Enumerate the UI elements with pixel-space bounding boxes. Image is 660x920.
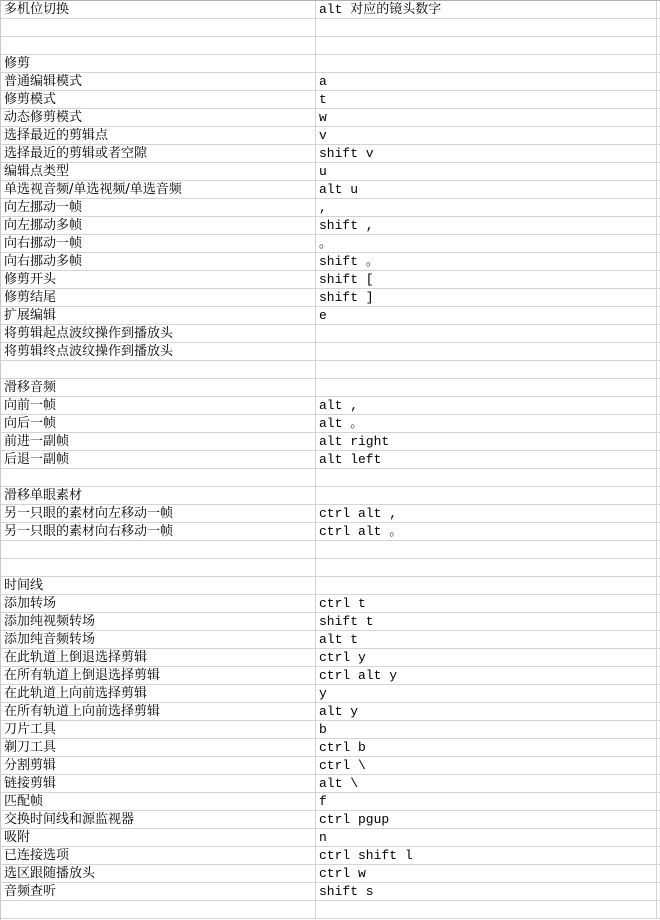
shortcut-cell[interactable]: , (316, 199, 657, 216)
shortcut-cell[interactable] (316, 559, 657, 576)
table-row (1, 559, 660, 577)
shortcut-cell[interactable]: alt u (316, 181, 657, 198)
action-cell[interactable]: 交换时间线和源监视器 (1, 811, 316, 828)
action-cell[interactable]: 修剪模式 (1, 91, 316, 108)
table-row (1, 19, 660, 37)
action-cell[interactable] (1, 361, 316, 378)
table-row (1, 415, 660, 433)
action-cell[interactable] (1, 559, 316, 576)
action-cell[interactable]: 分割剪辑 (1, 757, 316, 774)
shortcut-cell[interactable]: shift t (316, 613, 657, 630)
action-cell[interactable]: 选区跟随播放头 (1, 865, 316, 882)
shortcut-cell[interactable]: ctrl t (316, 595, 657, 612)
table-row (1, 469, 660, 487)
table-row (1, 325, 660, 343)
action-cell[interactable]: 已连接选项 (1, 847, 316, 864)
action-cell[interactable] (1, 541, 316, 558)
table-row (1, 865, 660, 883)
action-cell[interactable]: 编辑点类型 (1, 163, 316, 180)
shortcut-cell[interactable]: ctrl alt 。 (316, 523, 657, 540)
action-cell[interactable]: 滑移单眼素材 (1, 487, 316, 504)
action-cell[interactable]: 普通编辑模式 (1, 73, 316, 90)
table-row (1, 433, 660, 451)
action-cell[interactable]: 时间线 (1, 577, 316, 594)
table-row (1, 793, 660, 811)
shortcut-cell[interactable]: alt 。 (316, 415, 657, 432)
shortcut-cell[interactable] (316, 487, 657, 504)
table-row (1, 37, 660, 55)
action-cell[interactable]: 另一只眼的素材向右移动一帧 (1, 523, 316, 540)
action-cell[interactable]: 刀片工具 (1, 721, 316, 738)
table-row (1, 541, 660, 559)
table-row (1, 379, 660, 397)
shortcut-cell[interactable] (316, 901, 657, 918)
table-row (1, 163, 660, 181)
shortcut-cell[interactable]: 。 (316, 235, 657, 252)
table-row (1, 775, 660, 793)
shortcut-cell[interactable]: ctrl alt , (316, 505, 657, 522)
table-row (1, 757, 660, 775)
action-cell[interactable]: 单选视音频/单选视频/单选音频 (1, 181, 316, 198)
table-row (1, 451, 660, 469)
shortcut-cell[interactable]: alt right (316, 433, 657, 450)
shortcut-cell[interactable]: alt , (316, 397, 657, 414)
shortcut-cell[interactable]: shift v (316, 145, 657, 162)
shortcut-cell[interactable] (316, 19, 657, 36)
action-cell[interactable]: 在此轨道上倒退选择剪辑 (1, 649, 316, 666)
shortcut-cell[interactable] (316, 469, 657, 486)
table-row (1, 397, 660, 415)
shortcut-cell[interactable]: n (316, 829, 657, 846)
table-row (1, 505, 660, 523)
table-row (1, 649, 660, 667)
table-row (1, 703, 660, 721)
table-row (1, 55, 660, 73)
shortcut-cell[interactable] (316, 361, 657, 378)
shortcut-cell[interactable]: alt \ (316, 775, 657, 792)
shortcut-cell[interactable]: w (316, 109, 657, 126)
table-row (1, 847, 660, 865)
shortcut-cell[interactable]: ctrl alt y (316, 667, 657, 684)
shortcut-cell[interactable]: ctrl y (316, 649, 657, 666)
action-cell[interactable]: 修剪 (1, 55, 316, 72)
table-row (1, 739, 660, 757)
shortcut-cell[interactable] (316, 379, 657, 396)
shortcut-cell[interactable]: ctrl \ (316, 757, 657, 774)
action-cell[interactable]: 将剪辑终点波纹操作到播放头 (1, 343, 316, 360)
shortcut-cell[interactable]: ctrl shift l (316, 847, 657, 864)
table-row (1, 361, 660, 379)
action-cell[interactable]: 向右挪动多帧 (1, 253, 316, 270)
table-row (1, 883, 660, 901)
action-cell[interactable]: 向前一帧 (1, 397, 316, 414)
table-row (1, 1, 660, 19)
action-cell[interactable] (1, 37, 316, 54)
table-row (1, 343, 660, 361)
table-row (1, 631, 660, 649)
shortcut-cell[interactable]: v (316, 127, 657, 144)
table-row (1, 271, 660, 289)
action-cell[interactable] (1, 19, 316, 36)
action-cell[interactable]: 修剪开头 (1, 271, 316, 288)
action-cell[interactable]: 扩展编辑 (1, 307, 316, 324)
action-cell[interactable]: 添加纯视频转场 (1, 613, 316, 630)
action-cell[interactable]: 选择最近的剪辑点 (1, 127, 316, 144)
table-row (1, 487, 660, 505)
action-cell[interactable]: 在此轨道上向前选择剪辑 (1, 685, 316, 702)
shortcut-cell[interactable]: ctrl b (316, 739, 657, 756)
table-row (1, 667, 660, 685)
action-cell[interactable]: 选择最近的剪辑或者空隙 (1, 145, 316, 162)
shortcut-cell[interactable]: f (316, 793, 657, 810)
table-row (1, 613, 660, 631)
action-cell[interactable]: 向后一帧 (1, 415, 316, 432)
action-cell[interactable]: 向右挪动一帧 (1, 235, 316, 252)
action-cell[interactable]: 添加转场 (1, 595, 316, 612)
shortcut-cell[interactable]: shift [ (316, 271, 657, 288)
shortcut-cell[interactable]: a (316, 73, 657, 90)
shortcut-cell[interactable]: ctrl pgup (316, 811, 657, 828)
shortcut-cell[interactable] (316, 541, 657, 558)
table-row (1, 73, 660, 91)
table-row (1, 307, 660, 325)
shortcut-cell[interactable]: alt left (316, 451, 657, 468)
shortcut-cell[interactable]: y (316, 685, 657, 702)
action-cell[interactable]: 动态修剪模式 (1, 109, 316, 126)
table-row (1, 829, 660, 847)
table-row (1, 577, 660, 595)
action-cell[interactable]: 另一只眼的素材向左移动一帧 (1, 505, 316, 522)
action-cell[interactable]: 在所有轨道上向前选择剪辑 (1, 703, 316, 720)
shortcut-cell[interactable]: shift , (316, 217, 657, 234)
action-cell[interactable]: 向左挪动多帧 (1, 217, 316, 234)
shortcut-cell[interactable]: alt t (316, 631, 657, 648)
table-row (1, 523, 660, 541)
action-cell[interactable]: 音频查听 (1, 883, 316, 900)
shortcut-cell[interactable] (316, 343, 657, 360)
shortcut-cell[interactable] (316, 325, 657, 342)
shortcut-cell[interactable]: shift ] (316, 289, 657, 306)
table-row (1, 181, 660, 199)
action-cell[interactable]: 吸附 (1, 829, 316, 846)
action-cell[interactable] (1, 469, 316, 486)
table-row (1, 217, 660, 235)
shortcut-cell[interactable]: t (316, 91, 657, 108)
shortcut-cell[interactable]: shift 。 (316, 253, 657, 270)
action-cell[interactable]: 添加纯音频转场 (1, 631, 316, 648)
action-cell[interactable]: 前进一副帧 (1, 433, 316, 450)
table-row (1, 811, 660, 829)
table-row (1, 595, 660, 613)
shortcut-cell[interactable]: u (316, 163, 657, 180)
shortcut-cell[interactable]: shift s (316, 883, 657, 900)
action-cell[interactable]: 向左挪动一帧 (1, 199, 316, 216)
action-cell[interactable]: 匹配帧 (1, 793, 316, 810)
action-cell[interactable]: 剃刀工具 (1, 739, 316, 756)
table-row (1, 127, 660, 145)
shortcut-cell[interactable] (316, 55, 657, 72)
shortcut-cell[interactable]: alt 对应的镜头数字 (316, 1, 657, 18)
action-cell[interactable]: 将剪辑起点波纹操作到播放头 (1, 325, 316, 342)
action-cell[interactable]: 多机位切换 (1, 1, 316, 18)
table-row (1, 109, 660, 127)
table-row (1, 253, 660, 271)
shortcut-cell[interactable] (316, 577, 657, 594)
table-row (1, 199, 660, 217)
table-row (1, 145, 660, 163)
shortcut-cell[interactable]: ctrl w (316, 865, 657, 882)
action-cell[interactable]: 修剪结尾 (1, 289, 316, 306)
shortcut-cell[interactable]: b (316, 721, 657, 738)
shortcut-cell[interactable]: e (316, 307, 657, 324)
table-row (1, 289, 660, 307)
table-row (1, 721, 660, 739)
shortcut-cell[interactable]: alt y (316, 703, 657, 720)
shortcut-cell[interactable] (316, 37, 657, 54)
action-cell[interactable]: 后退一副帧 (1, 451, 316, 468)
action-cell[interactable] (1, 901, 316, 918)
action-cell[interactable]: 滑移音频 (1, 379, 316, 396)
action-cell[interactable]: 在所有轨道上倒退选择剪辑 (1, 667, 316, 684)
table-row (1, 235, 660, 253)
table-row (1, 685, 660, 703)
table-row (1, 901, 660, 919)
action-cell[interactable]: 链接剪辑 (1, 775, 316, 792)
table-row (1, 91, 660, 109)
